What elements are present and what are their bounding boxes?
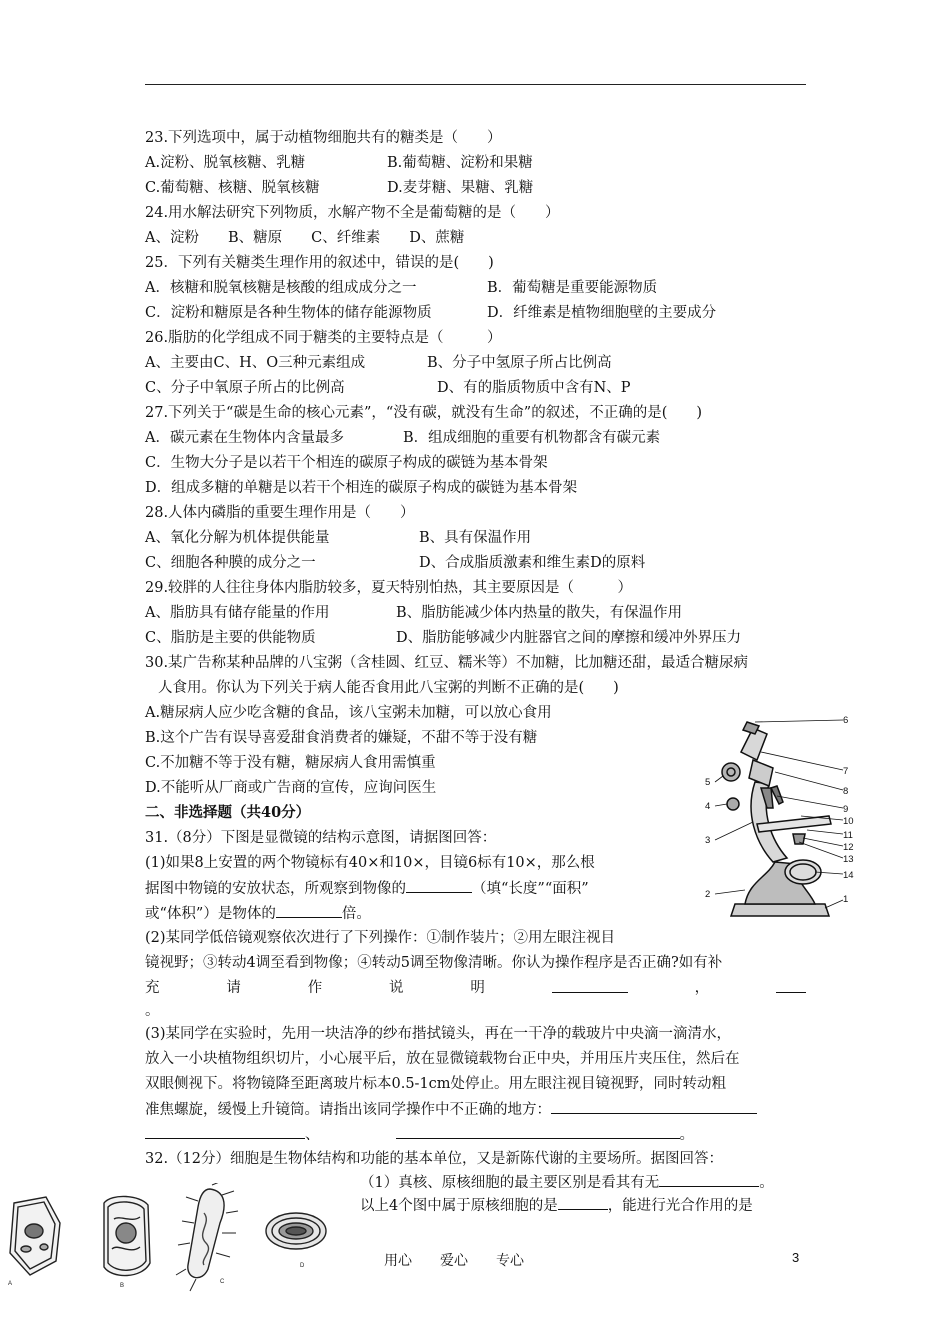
q25-options-ab bbox=[145, 278, 657, 298]
q31-part1-line2: 据图中物镜的安放状态，所观察到物像的 （填“长度”“面积” bbox=[145, 878, 589, 899]
label-2: 2 bbox=[705, 889, 711, 900]
q28-option-a: A、氧化分解为机体提供能量 bbox=[145, 530, 330, 546]
answer-blank[interactable] bbox=[659, 1172, 759, 1187]
q31-part3-line3: 双眼侧视下。将物镜降至距离玻片标本0.5-1cm处停止。用左眼注视目镜视野，同时转动粗 bbox=[145, 1076, 727, 1092]
cell-b bbox=[104, 1196, 150, 1275]
q28-options-cd bbox=[145, 553, 645, 573]
cell-label-d: D bbox=[300, 1263, 305, 1269]
answer-blank[interactable] bbox=[551, 1099, 757, 1114]
q31-part1-line1: (1)如果8上安置的两个物镜标有40×和10×，目镜6标有10×，那么根 bbox=[145, 855, 595, 871]
q32-part2: 以上4个图中属于原核细胞的是 ，能进行光合作用的是 bbox=[360, 1195, 753, 1216]
q31-part3-line5: 、 。 bbox=[145, 1124, 694, 1145]
q30-option-b: B.这个广告有误导喜爱甜食消费者的嫌疑，不甜不等于没有糖 bbox=[145, 730, 538, 746]
q28-option-d: D、合成脂质激素和维生素D的原料 bbox=[419, 555, 646, 571]
q26-option-a: A、主要由C、H、O三种元素组成 bbox=[145, 355, 366, 371]
q25-option-a: A．核糖和脱氧核糖是核酸的组成成分之一 bbox=[145, 280, 417, 296]
label-4: 4 bbox=[705, 801, 711, 812]
q29-options-ab bbox=[145, 603, 682, 623]
answer-blank[interactable] bbox=[276, 903, 342, 918]
q27-stem: 27.下列关于“碳是生命的核心元素”，“没有碳，就没有生命”的叙述，不正确的是( ) bbox=[145, 405, 703, 421]
label-8: 8 bbox=[843, 786, 849, 797]
q31-part3-line1: (3)某同学在实验时，先用一块洁净的纱布揩拭镜头，再在一干净的载玻片中央滴一滴清水， bbox=[145, 1026, 732, 1042]
q30-stem-line2: 人食用。你认为下列关于病人能否食用此八宝粥的判断不正确的是( ) bbox=[158, 680, 619, 696]
q31-part2-line2: 镜视野；③转动4调至看到物像；④转动5调至物像清晰。你认为操作程序是否正确?如有补 bbox=[145, 955, 723, 971]
answer-blank[interactable] bbox=[396, 1124, 680, 1139]
q24-options: A、淀粉 B、糖原 C、纤维素 D、蔗糖 bbox=[145, 230, 465, 246]
q26-options-cd bbox=[145, 378, 631, 398]
q29-option-a: A、脂肪具有储存能量的作用 bbox=[145, 605, 330, 621]
cell-d bbox=[266, 1213, 326, 1249]
q28-stem: 28.人体内磷脂的重要生理作用是（ ） bbox=[145, 505, 415, 521]
section-2-heading: 二、非选择题（共40分） bbox=[145, 804, 311, 821]
label-12: 12 bbox=[843, 842, 854, 853]
microscope-diagram bbox=[697, 712, 855, 927]
answer-blank[interactable] bbox=[552, 978, 628, 993]
q23-options-ab bbox=[145, 153, 533, 173]
header-rule bbox=[145, 84, 806, 85]
q32-stem: 32.（12分）细胞是生物体结构和功能的基本单位，又是新陈代谢的主要场所。据图回答： bbox=[145, 1151, 724, 1167]
q30-stem-line1: 30.某广告称某种品牌的八宝粥（含桂圆、红豆、糯米等）不加糖，比加糖还甜，最适合糖尿病 bbox=[145, 655, 749, 671]
q31-part1-line3: 或“体积”）是物体的 倍。 bbox=[145, 903, 371, 924]
q25-stem: 25．下列有关糖类生理作用的叙述中，错误的是( ) bbox=[145, 255, 494, 271]
q28-option-b: B、具有保温作用 bbox=[419, 530, 532, 546]
q23-option-a: A.淀粉、脱氧核糖、乳糖 bbox=[145, 155, 306, 171]
q23-option-d: D.麦芽糖、果糖、乳糖 bbox=[387, 180, 534, 196]
q27-option-a: A．碳元素在生物体内含量最多 bbox=[145, 430, 344, 446]
q31-stem: 31.（8分）下图是显微镜的结构示意图，请据图回答： bbox=[145, 830, 497, 846]
q31-part2-line3: 充 请 作 说 明 ， bbox=[145, 978, 806, 998]
q26-option-b: B、分子中氢原子所占比例高 bbox=[427, 355, 612, 371]
q28-option-c: C、细胞各种膜的成分之一 bbox=[145, 555, 316, 571]
answer-blank[interactable] bbox=[776, 978, 806, 993]
page-number: 3 bbox=[792, 1250, 800, 1265]
q29-stem: 29.较胖的人往往身体内脂肪较多，夏天特别怕热，其主要原因是（ ） bbox=[145, 580, 633, 596]
q27-options-ab bbox=[145, 428, 660, 448]
q25-option-c: C．淀粉和糖原是各种生物体的储存能源物质 bbox=[145, 305, 432, 321]
label-5: 5 bbox=[705, 777, 711, 788]
q29-option-b: B、脂肪能减少体内热量的散失，有保温作用 bbox=[396, 605, 683, 621]
page-footer: 用心 爱心 专心 bbox=[384, 1253, 524, 1269]
q25-option-b: B．葡萄糖是重要能源物质 bbox=[487, 280, 658, 296]
q32-part1: （1）真核、原核细胞的最主要区别是看其有无 。 bbox=[360, 1172, 774, 1193]
q23-options-cd bbox=[145, 178, 533, 198]
cell-c bbox=[176, 1183, 238, 1291]
q29-options-cd bbox=[145, 628, 741, 648]
q26-option-d: D、有的脂质物质中含有N、P bbox=[437, 380, 631, 396]
q30-option-a: A.糖尿病人应少吃含糖的食品，该八宝粥未加糖，可以放心食用 bbox=[145, 705, 552, 721]
q31-part3-line4: 准焦螺旋，缓慢上升镜筒。请指出该同学操作中不正确的地方： bbox=[145, 1099, 757, 1120]
q23-stem: 23.下列选项中，属于动植物细胞共有的糖类是（ ） bbox=[145, 130, 502, 146]
q30-option-c: C.不加糖不等于没有糖，糖尿病人食用需慎重 bbox=[145, 755, 436, 771]
cell-a bbox=[10, 1197, 60, 1275]
q31-part2-line1: (2)某同学低倍镜观察依次进行了下列操作：①制作装片；②用左眼注视目 bbox=[145, 930, 616, 946]
answer-blank[interactable] bbox=[558, 1195, 608, 1210]
label-11: 11 bbox=[843, 830, 853, 841]
label-9: 9 bbox=[843, 804, 849, 815]
label-3: 3 bbox=[705, 835, 711, 846]
label-10: 10 bbox=[843, 816, 854, 827]
q27-option-c: C．生物大分子是以若干个相连的碳原子构成的碳链为基本骨架 bbox=[145, 455, 548, 471]
q25-options-cd bbox=[145, 303, 716, 323]
cell-label-c: C bbox=[220, 1279, 225, 1285]
q31-part2-end: 。 bbox=[145, 1003, 160, 1019]
q27-option-d: D．组成多糖的单糖是以若干个相连的碳原子构成的碳链为基本骨架 bbox=[145, 480, 578, 496]
answer-blank[interactable] bbox=[145, 1124, 305, 1139]
answer-blank[interactable] bbox=[406, 878, 472, 893]
q30-option-d: D.不能听从厂商或广告商的宣传，应询问医生 bbox=[145, 780, 437, 796]
q29-option-d: D、脂肪能够减少内脏器官之间的摩擦和缓冲外界压力 bbox=[396, 630, 742, 646]
label-7: 7 bbox=[843, 766, 849, 777]
q27-option-b: B．组成细胞的重要有机物都含有碳元素 bbox=[403, 430, 661, 446]
cells-diagram bbox=[0, 1183, 340, 1293]
q25-option-d: D．纤维素是植物细胞壁的主要成分 bbox=[487, 305, 717, 321]
q29-option-c: C、脂肪是主要的供能物质 bbox=[145, 630, 316, 646]
label-6: 6 bbox=[843, 715, 849, 726]
cell-label-b: B bbox=[120, 1283, 125, 1289]
q26-options-ab bbox=[145, 353, 612, 373]
q23-option-b: B.葡萄糖、淀粉和果糖 bbox=[387, 155, 533, 171]
q26-option-c: C、分子中氧原子所占的比例高 bbox=[145, 380, 345, 396]
q26-stem: 26.脂肪的化学组成不同于糖类的主要特点是（ ） bbox=[145, 330, 502, 346]
q31-part3-line2: 放入一小块植物组织切片，小心展平后，放在显微镜载物台正中央，并用压片夹压住，然后在 bbox=[145, 1051, 740, 1067]
q23-option-c: C.葡萄糖、核糖、脱氧核糖 bbox=[145, 180, 320, 196]
label-13: 13 bbox=[843, 854, 854, 865]
cell-label-a: A bbox=[8, 1281, 13, 1287]
q28-options-ab bbox=[145, 528, 531, 548]
q24-stem: 24.用水解法研究下列物质，水解产物不全是葡萄糖的是（ ） bbox=[145, 205, 560, 221]
label-1: 1 bbox=[843, 894, 849, 905]
label-14: 14 bbox=[843, 870, 854, 881]
